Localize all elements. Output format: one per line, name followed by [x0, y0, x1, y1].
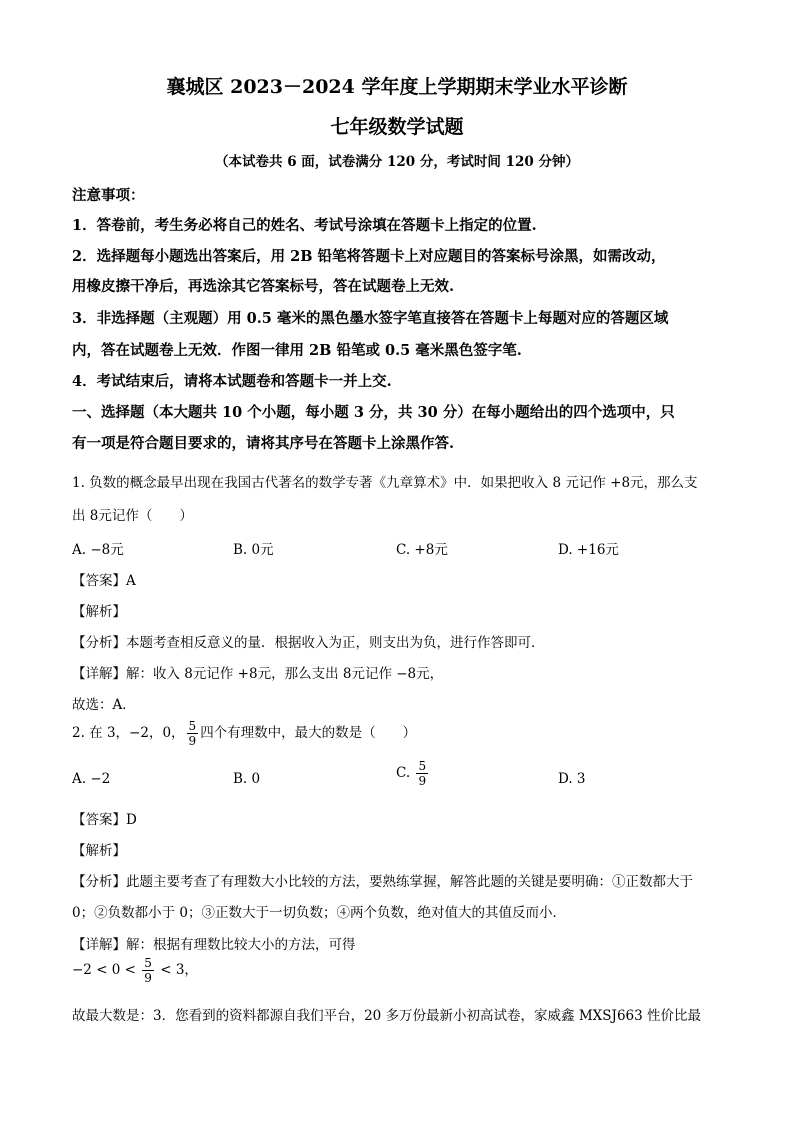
fraction-denominator: 9	[144, 971, 152, 985]
q2-fenxi-line2: 0；②负数都小于 0；③正数大于一切负数；④两个负数，绝对值大的其值反而小．	[72, 905, 566, 921]
section1-heading-line2: 有一项是符合题目要求的，请将其序号在答题卡上涂黑作答.	[72, 435, 455, 452]
q2-option-c-label: C.	[396, 765, 411, 781]
fraction-denominator: 9	[418, 774, 427, 788]
exam-info: （本试卷共 6 面，试卷满分 120 分，考试时间 120 分钟）	[215, 154, 579, 170]
q2-ineq-post: < 3，	[160, 962, 198, 978]
q2-ineq-fraction	[142, 957, 154, 984]
q2-option-c	[396, 760, 430, 787]
note-2-line2: 用橡皮擦干净后，再选涂其它答案标号，答在试题卷上无效.	[72, 278, 455, 295]
q1-stem-line1: 1. 负数的概念最早出现在我国古代著名的数学专著《九章算术》中．如果把收入 8 元记作 +8元，那么支	[72, 475, 698, 491]
q2-stem	[72, 720, 416, 747]
fraction-denominator: 9	[188, 734, 197, 748]
q2-option-b: B. 0	[233, 771, 261, 787]
note-4: 4．考试结束后，请将本试题卷和答题卡一并上交.	[72, 373, 392, 390]
q2-ineq-pre: −2 < 0 <	[72, 962, 136, 978]
fraction-numerator: 5	[418, 759, 427, 773]
q2-conclusion: 故最大数是：3．您看到的资料都源自我们平台，20 多万份最新小初高试卷，家威鑫 MXSJ663 性价比最	[72, 1008, 702, 1024]
q2-inequality	[72, 957, 198, 984]
note-3-line1: 3．非选择题（主观题）用 0.5 毫米的黑色墨水签字笔直接答在答题卡上每题对应的答题区域	[72, 310, 669, 327]
q2-stem-pre: 2. 在 3，−2，0，	[72, 725, 185, 741]
q1-option-a: A. −8元	[72, 542, 124, 558]
q1-option-b: B. 0元	[233, 542, 274, 558]
q2-answer: 【答案】D	[72, 812, 137, 828]
exam-title: 襄城区 2023－2024 学年度上学期期末学业水平诊断	[166, 76, 628, 98]
q1-conclusion: 故选：A．	[72, 697, 136, 713]
fraction-numerator: 5	[188, 719, 197, 733]
q1-answer: 【答案】A	[72, 573, 136, 589]
q2-xiangjie: 【详解】解：根据有理数比较大小的方法，可得	[72, 937, 356, 953]
exam-subtitle: 七年级数学试题	[330, 116, 464, 138]
notes-heading: 注意事项：	[72, 187, 145, 204]
section1-heading-line1: 一、选择题（本大题共 10 个小题，每小题 3 分，共 30 分）在每小题给出的四个选项中，只	[72, 404, 675, 421]
q2-stem-post: 四个有理数中，最大的数是（ ）	[200, 725, 417, 741]
q1-fenxi: 【分析】本题考查相反意义的量．根据收入为正，则支出为负，进行作答即可．	[72, 635, 545, 651]
q1-option-d: D. +16元	[558, 542, 619, 558]
q1-option-c: C. +8元	[396, 542, 448, 558]
fraction-numerator: 5	[144, 956, 152, 970]
note-1: 1．答卷前，考生务必将自己的姓名、考试号涂填在答题卡上指定的位置.	[72, 217, 537, 234]
q1-analysis-label: 【解析】	[72, 604, 126, 620]
q2-analysis-label: 【解析】	[72, 843, 126, 859]
q1-xiangjie: 【详解】解：收入 8元记作 +8元，那么支出 8元记作 −8元，	[72, 666, 444, 682]
q2-option-d: D. 3	[558, 771, 586, 787]
q2-fenxi-line1: 【分析】此题主要考查了有理数大小比较的方法，要熟练掌握，解答此题的关键是要明确：①正数都大于	[72, 874, 693, 890]
q1-stem-line2: 出 8元记作（ ）	[72, 508, 193, 524]
q2-option-c-fraction	[416, 760, 428, 787]
q2-stem-fraction	[187, 720, 199, 747]
note-2-line1: 2．选择题每小题选出答案后，用 2B 铅笔将答题卡上对应题目的答案标号涂黑，如需改动，	[72, 248, 666, 265]
note-3-line2: 内，答在试题卷上无效．作图一律用 2B 铅笔或 0.5 毫米黑色签字笔.	[72, 342, 522, 359]
q2-option-a: A. −2	[72, 771, 111, 787]
